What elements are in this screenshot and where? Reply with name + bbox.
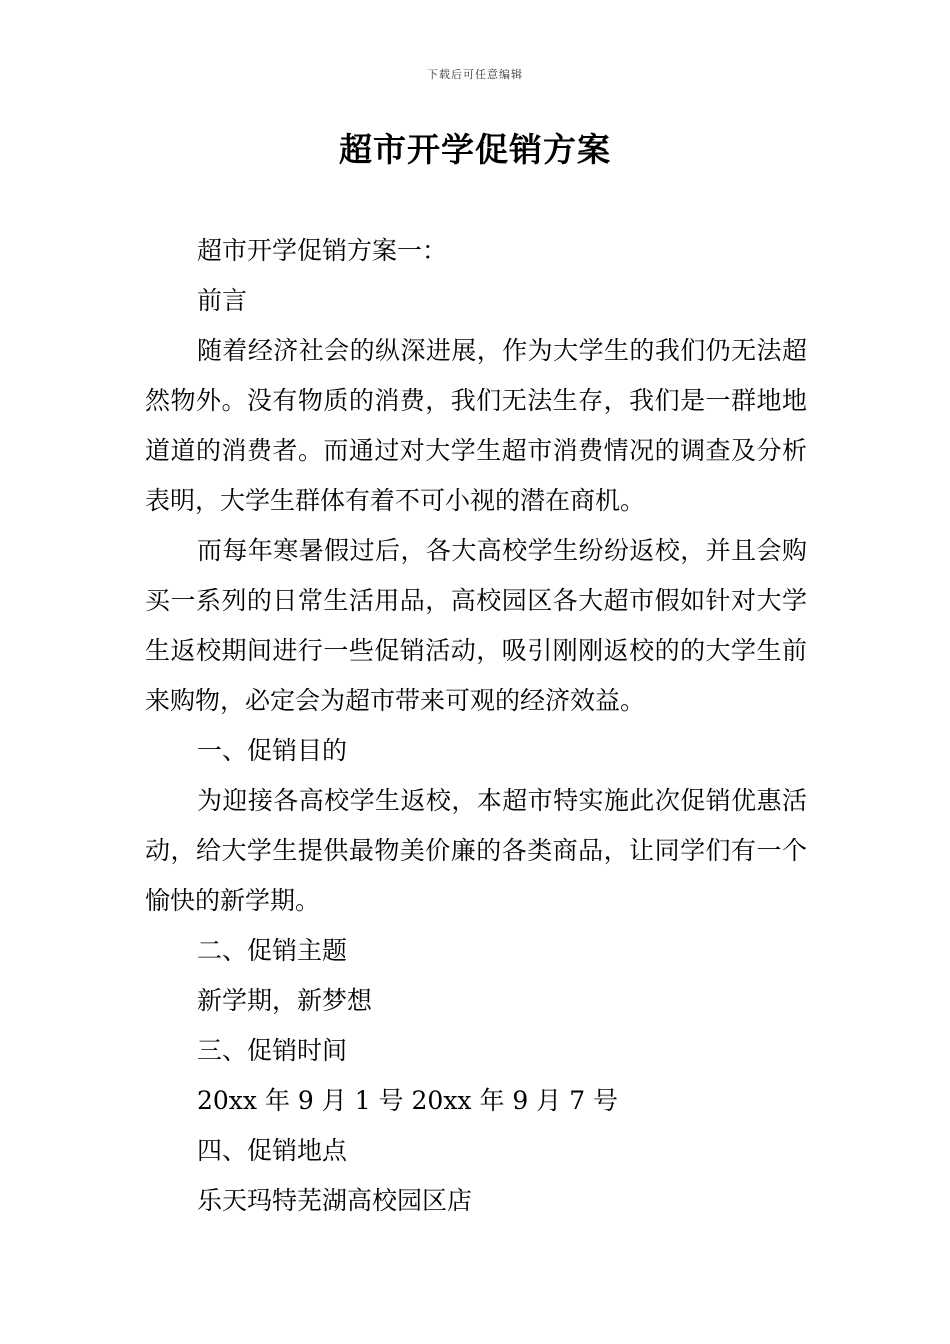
section-heading-location: 四、促销地点 (197, 1136, 348, 1165)
section-heading-plan-one: 超市开学促销方案一： (197, 236, 448, 265)
header-note: 下载后可任意编辑 (427, 68, 523, 81)
section-heading-time: 三、促销时间 (197, 1036, 348, 1065)
paragraph-location: 乐天玛特芜湖高校园区店 (197, 1186, 473, 1215)
paragraph-purpose: 为迎接各高校学生返校，本超市特实施此次促销优惠活动，给大学生提供最物美价廉的各类商品，让同学们有一个愉快的新学期。 (145, 786, 807, 915)
section-heading-purpose: 一、促销目的 (197, 736, 348, 765)
paragraph-preface-1: 随着经济社会的纵深进展，作为大学生的我们仍无法超然物外。没有物质的消费，我们无法生存，我们是一群地地道道的消费者。而通过对大学生超市消费情况的调查及分析表明，大学生群体有着不可小视的潜在商机。 (145, 336, 807, 515)
paragraph-theme: 新学期，新梦想 (197, 986, 373, 1015)
document-body (145, 226, 807, 1226)
paragraph-preface-2: 而每年寒暑假过后，各大高校学生纷纷返校，并且会购买一系列的日常生活用品，高校园区各大超市假如针对大学生返校期间进行一些促销活动，吸引刚刚返校的的大学生前来购物，必定会为超市带来可观的经济效益。 (145, 536, 807, 715)
section-heading-preface: 前言 (197, 286, 248, 315)
document-title: 超市开学促销方案 (339, 130, 611, 169)
section-heading-theme: 二、促销主题 (197, 936, 348, 965)
paragraph-time: 20xx 年 9 月 1 号 20xx 年 9 月 7 号 (197, 1086, 619, 1115)
